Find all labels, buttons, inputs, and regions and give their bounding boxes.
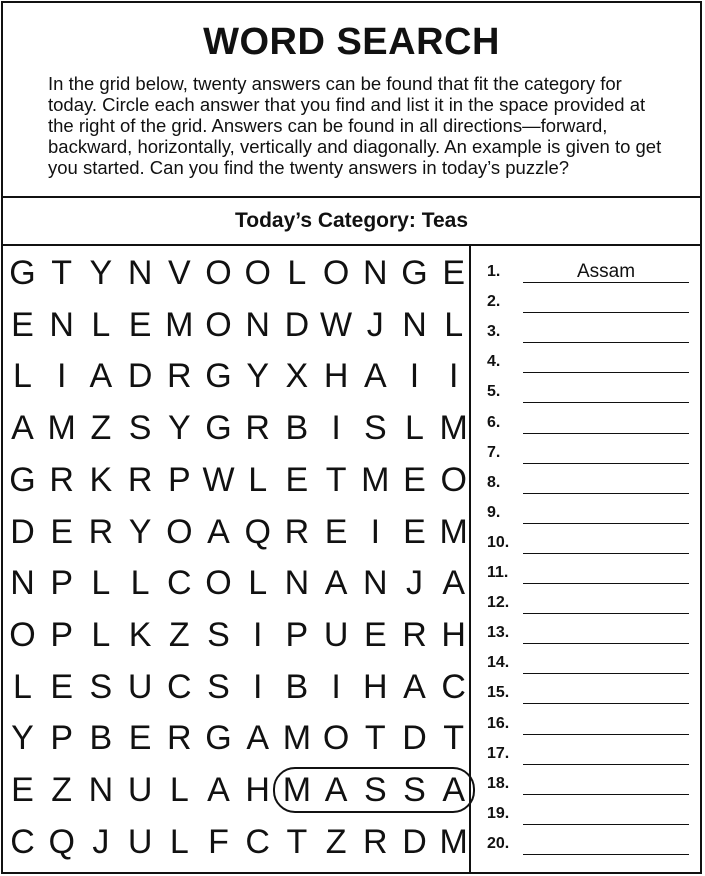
grid-cell[interactable]: S bbox=[207, 615, 230, 654]
grid-cell[interactable]: E bbox=[403, 460, 426, 499]
grid-cell[interactable]: S bbox=[89, 667, 113, 706]
grid-cell[interactable]: L bbox=[405, 409, 424, 448]
grid-cell[interactable]: Z bbox=[51, 771, 73, 809]
grid-cell[interactable]: N bbox=[284, 564, 310, 603]
grid-cell[interactable]: D bbox=[10, 512, 35, 551]
grid-cell[interactable]: S bbox=[207, 667, 230, 706]
grid-cell[interactable]: P bbox=[167, 460, 191, 499]
grid-cell[interactable]: E bbox=[442, 254, 466, 292]
grid-cell[interactable]: L bbox=[248, 564, 268, 603]
grid-cell[interactable]: G bbox=[9, 460, 36, 499]
grid-cell[interactable]: J bbox=[406, 564, 423, 603]
answer-blank-line[interactable] bbox=[523, 493, 689, 494]
grid-cell[interactable]: O bbox=[205, 564, 232, 603]
answer-row bbox=[471, 681, 704, 705]
grid-cell[interactable]: O bbox=[322, 719, 350, 758]
grid-cell[interactable]: E bbox=[128, 719, 152, 758]
answer-number: 3. bbox=[487, 323, 501, 341]
grid-cell[interactable]: M bbox=[47, 409, 76, 448]
grid-cell[interactable]: A bbox=[363, 357, 387, 396]
grid-cell[interactable]: D bbox=[284, 305, 310, 344]
grid-cell[interactable]: G bbox=[9, 254, 36, 292]
puzzle-instructions: In the grid below, twenty answers can be found that fit the category for today. Circle each answer that you find and list it in the space provided at the right of the grid. Answers can be found in all directions—forward, backward, horizontally, vertically and diagonally. An example is given to get you started. Can you find the twenty answers in today’s puzzle? bbox=[48, 73, 662, 178]
grid-cell[interactable]: I bbox=[409, 357, 420, 396]
grid-cell[interactable]: A bbox=[442, 771, 466, 809]
answer-text: Assam bbox=[576, 261, 636, 282]
grid-cell[interactable]: U bbox=[127, 822, 153, 861]
grid-cell[interactable]: Z bbox=[168, 615, 190, 654]
grid-cell[interactable]: A bbox=[442, 564, 466, 603]
grid-cell[interactable]: P bbox=[285, 615, 309, 654]
grid-cell[interactable]: T bbox=[286, 822, 308, 861]
grid-cell[interactable]: F bbox=[208, 822, 229, 861]
grid-cell[interactable]: Y bbox=[89, 254, 113, 292]
answer-row bbox=[471, 290, 704, 314]
answer-blank-line[interactable] bbox=[523, 703, 689, 704]
grid-cell[interactable]: G bbox=[205, 719, 232, 758]
grid-cell[interactable]: L bbox=[91, 305, 111, 344]
answer-blank-line[interactable] bbox=[523, 523, 689, 524]
answer-blank-line[interactable] bbox=[523, 824, 689, 825]
answer-number: 13. bbox=[487, 624, 510, 642]
answer-row bbox=[471, 832, 704, 856]
grid-cell[interactable]: T bbox=[51, 254, 73, 292]
grid-cell[interactable]: N bbox=[127, 254, 153, 292]
grid-cell[interactable]: R bbox=[284, 512, 310, 551]
grid-cell[interactable]: Z bbox=[325, 822, 347, 861]
grid-cell[interactable]: Y bbox=[246, 357, 270, 396]
grid-cell[interactable]: N bbox=[88, 771, 114, 809]
answer-blank-line[interactable] bbox=[523, 463, 689, 464]
grid-cell[interactable]: H bbox=[363, 667, 388, 706]
grid-cell[interactable]: C bbox=[167, 564, 192, 603]
answer-list bbox=[471, 246, 704, 874]
answer-row bbox=[471, 380, 704, 404]
grid-cell[interactable]: K bbox=[89, 460, 113, 499]
grid-cell[interactable]: N bbox=[363, 564, 388, 603]
grid-cell[interactable]: P bbox=[50, 564, 74, 603]
answer-blank-line[interactable] bbox=[523, 643, 689, 644]
grid-cell[interactable]: B bbox=[285, 409, 309, 448]
grid-cell[interactable]: N bbox=[10, 564, 35, 603]
answer-number: 1. bbox=[487, 263, 501, 280]
answer-blank-line[interactable] bbox=[523, 673, 689, 674]
grid-cell[interactable]: D bbox=[127, 357, 153, 396]
grid-cell[interactable]: A bbox=[207, 512, 230, 551]
answer-row bbox=[471, 441, 704, 465]
letter-grid[interactable] bbox=[3, 246, 471, 874]
answer-row bbox=[471, 651, 704, 675]
grid-cell[interactable]: B bbox=[89, 719, 113, 758]
answer-row bbox=[471, 621, 704, 645]
answer-blank-line[interactable] bbox=[523, 734, 689, 735]
grid-cell[interactable]: R bbox=[167, 719, 192, 758]
grid-cell[interactable]: N bbox=[49, 305, 74, 344]
grid-cell[interactable]: M bbox=[282, 719, 312, 758]
grid-cell[interactable]: O bbox=[205, 254, 232, 292]
grid-cell[interactable]: X bbox=[285, 357, 309, 396]
grid-cell[interactable]: L bbox=[91, 615, 111, 654]
grid-cell[interactable]: C bbox=[441, 667, 466, 706]
grid-cell[interactable]: M bbox=[439, 822, 468, 861]
grid-cell[interactable]: Y bbox=[11, 719, 34, 758]
grid-cell[interactable]: E bbox=[11, 771, 34, 809]
grid-cell[interactable]: T bbox=[364, 719, 386, 758]
grid-cell[interactable]: O bbox=[166, 512, 193, 551]
grid-cell[interactable]: E bbox=[403, 512, 426, 551]
grid-cell[interactable]: E bbox=[50, 667, 74, 706]
grid-cell[interactable]: H bbox=[323, 357, 349, 396]
grid-cell[interactable]: E bbox=[11, 305, 34, 344]
answer-number: 16. bbox=[487, 714, 510, 732]
answer-row bbox=[471, 561, 704, 585]
grid-cell[interactable]: E bbox=[128, 305, 152, 344]
answer-number: 18. bbox=[487, 774, 510, 792]
answer-number: 19. bbox=[487, 804, 510, 822]
grid-cell[interactable]: G bbox=[205, 357, 232, 396]
grid-cell[interactable]: O bbox=[205, 305, 232, 344]
grid-cell[interactable]: O bbox=[440, 460, 467, 499]
grid-cell[interactable]: L bbox=[169, 822, 189, 861]
grid-cell[interactable]: R bbox=[402, 615, 427, 654]
grid-cell[interactable]: R bbox=[363, 822, 388, 861]
answer-number: 15. bbox=[487, 684, 510, 702]
grid-cell[interactable]: L bbox=[444, 305, 464, 344]
answer-blank-line[interactable] bbox=[523, 372, 689, 373]
grid-cell[interactable]: R bbox=[245, 409, 270, 448]
answer-blank-line[interactable] bbox=[523, 794, 689, 795]
grid-cell[interactable]: J bbox=[366, 305, 384, 344]
grid-cell[interactable]: S bbox=[128, 409, 152, 448]
grid-cell[interactable]: Y bbox=[128, 512, 152, 551]
answer-number: 14. bbox=[487, 654, 510, 672]
grid-cell[interactable]: C bbox=[167, 667, 192, 706]
grid-cell[interactable]: L bbox=[130, 564, 150, 603]
answer-blank-line[interactable] bbox=[523, 613, 689, 614]
answer-blank-line[interactable] bbox=[523, 312, 689, 313]
grid-cell[interactable]: Y bbox=[167, 409, 191, 448]
grid-cell[interactable]: M bbox=[439, 409, 468, 448]
grid-cell[interactable]: I bbox=[331, 667, 341, 706]
grid-cell[interactable]: M bbox=[282, 771, 312, 809]
grid-cell[interactable]: O bbox=[322, 254, 350, 292]
grid-cell[interactable]: P bbox=[50, 615, 74, 654]
grid-cell[interactable]: I bbox=[252, 615, 263, 654]
grid-cell[interactable]: T bbox=[325, 460, 347, 499]
answer-blank-line[interactable] bbox=[523, 764, 689, 765]
answer-row bbox=[471, 772, 704, 796]
grid-cell[interactable]: N bbox=[245, 305, 270, 344]
grid-cell[interactable]: O bbox=[9, 615, 36, 654]
grid-cell[interactable]: T bbox=[443, 719, 465, 758]
answer-number: 20. bbox=[487, 834, 510, 852]
grid-cell[interactable]: A bbox=[324, 564, 348, 603]
answer-row bbox=[471, 471, 704, 495]
grid-cell[interactable]: H bbox=[441, 615, 466, 654]
grid-cell[interactable]: I bbox=[331, 409, 341, 448]
grid-cell[interactable]: R bbox=[127, 460, 153, 499]
grid-cell[interactable]: I bbox=[56, 357, 67, 396]
grid-cell[interactable]: I bbox=[370, 512, 381, 551]
grid-cell[interactable]: R bbox=[167, 357, 192, 396]
grid-cell[interactable]: G bbox=[401, 254, 428, 292]
grid-cell[interactable]: C bbox=[10, 822, 35, 861]
grid-cell[interactable]: A bbox=[89, 357, 113, 396]
grid-cell[interactable]: L bbox=[169, 771, 189, 809]
grid-cell[interactable]: E bbox=[285, 460, 309, 499]
grid-cell[interactable]: A bbox=[11, 409, 34, 448]
answer-number: 2. bbox=[487, 293, 501, 311]
answer-number: 12. bbox=[487, 594, 510, 612]
grid-cell[interactable]: L bbox=[287, 254, 307, 292]
grid-cell[interactable]: V bbox=[167, 254, 191, 292]
grid-cell[interactable]: D bbox=[402, 822, 427, 861]
grid-cell[interactable]: N bbox=[363, 254, 388, 292]
category-label: Today’s Category: Teas bbox=[3, 198, 700, 246]
grid-cell[interactable]: S bbox=[363, 771, 387, 809]
grid-cell[interactable]: L bbox=[248, 460, 268, 499]
grid-cell[interactable]: P bbox=[50, 719, 74, 758]
answer-number: 8. bbox=[487, 473, 501, 491]
grid-cell[interactable]: R bbox=[49, 460, 74, 499]
grid-cell[interactable]: N bbox=[402, 305, 427, 344]
grid-cell[interactable]: J bbox=[92, 822, 110, 861]
grid-cell[interactable]: E bbox=[363, 615, 387, 654]
grid-cell[interactable]: A bbox=[324, 771, 348, 809]
answer-row bbox=[471, 260, 704, 284]
answer-row bbox=[471, 350, 704, 374]
answer-number: 9. bbox=[487, 503, 501, 521]
grid-cell[interactable]: W bbox=[202, 460, 235, 499]
answer-blank-line[interactable] bbox=[523, 433, 689, 434]
grid-cell[interactable]: H bbox=[245, 771, 270, 809]
answer-row bbox=[471, 712, 704, 736]
grid-cell[interactable]: S bbox=[363, 409, 387, 448]
answer-row bbox=[471, 802, 704, 826]
answer-blank-line[interactable] bbox=[523, 553, 689, 554]
grid-cell[interactable]: C bbox=[245, 822, 270, 861]
grid-cell[interactable]: A bbox=[207, 771, 230, 809]
answer-number: 5. bbox=[487, 383, 501, 401]
example-answer-circle bbox=[273, 767, 475, 813]
answer-number: 10. bbox=[487, 533, 510, 551]
answer-blank-line[interactable] bbox=[523, 854, 689, 855]
answer-blank-line[interactable] bbox=[523, 342, 689, 343]
answer-row bbox=[471, 591, 704, 615]
puzzle-frame bbox=[1, 1, 702, 874]
grid-cell[interactable]: B bbox=[285, 667, 309, 706]
grid-cell[interactable]: Z bbox=[90, 409, 112, 448]
puzzle-title: WORD SEARCH bbox=[203, 21, 500, 63]
grid-cell[interactable]: U bbox=[127, 667, 153, 706]
grid-cell[interactable]: U bbox=[127, 771, 153, 809]
answer-blank-line[interactable] bbox=[523, 583, 689, 584]
answer-number: 4. bbox=[487, 353, 501, 371]
grid-cell[interactable]: I bbox=[252, 667, 263, 706]
grid-cell[interactable]: S bbox=[403, 771, 426, 809]
answer-row bbox=[471, 320, 704, 344]
grid-cell[interactable]: O bbox=[244, 254, 271, 292]
answer-row bbox=[471, 531, 704, 555]
grid-cell[interactable]: M bbox=[361, 460, 390, 499]
grid-cell[interactable]: I bbox=[448, 357, 459, 396]
grid-cell[interactable]: L bbox=[13, 357, 32, 396]
answer-row bbox=[471, 742, 704, 766]
grid-cell[interactable]: U bbox=[323, 615, 349, 654]
puzzle-header bbox=[3, 3, 700, 198]
grid-cell[interactable]: G bbox=[205, 409, 232, 448]
grid-cell[interactable]: M bbox=[165, 305, 194, 344]
grid-cell[interactable]: M bbox=[439, 512, 468, 551]
grid-cell[interactable]: D bbox=[402, 719, 427, 758]
answer-number: 11. bbox=[487, 564, 509, 581]
answer-row bbox=[471, 501, 704, 525]
grid-cell[interactable]: E bbox=[50, 512, 74, 551]
grid-cell[interactable]: L bbox=[91, 564, 111, 603]
grid-cell[interactable]: A bbox=[403, 667, 426, 706]
grid-cell[interactable]: Q bbox=[244, 512, 271, 551]
grid-cell[interactable]: R bbox=[88, 512, 114, 551]
grid-cell[interactable]: K bbox=[128, 615, 152, 654]
answer-number: 6. bbox=[487, 413, 501, 431]
grid-cell[interactable]: L bbox=[13, 667, 32, 706]
grid-cell[interactable]: E bbox=[324, 512, 348, 551]
answer-number: 17. bbox=[487, 744, 510, 762]
grid-cell[interactable]: A bbox=[246, 719, 270, 758]
grid-cell[interactable]: W bbox=[320, 305, 353, 344]
answer-row bbox=[471, 411, 704, 435]
answer-blank-line[interactable] bbox=[523, 402, 689, 403]
answer-number: 7. bbox=[487, 443, 501, 461]
grid-cell[interactable]: Q bbox=[48, 822, 75, 861]
